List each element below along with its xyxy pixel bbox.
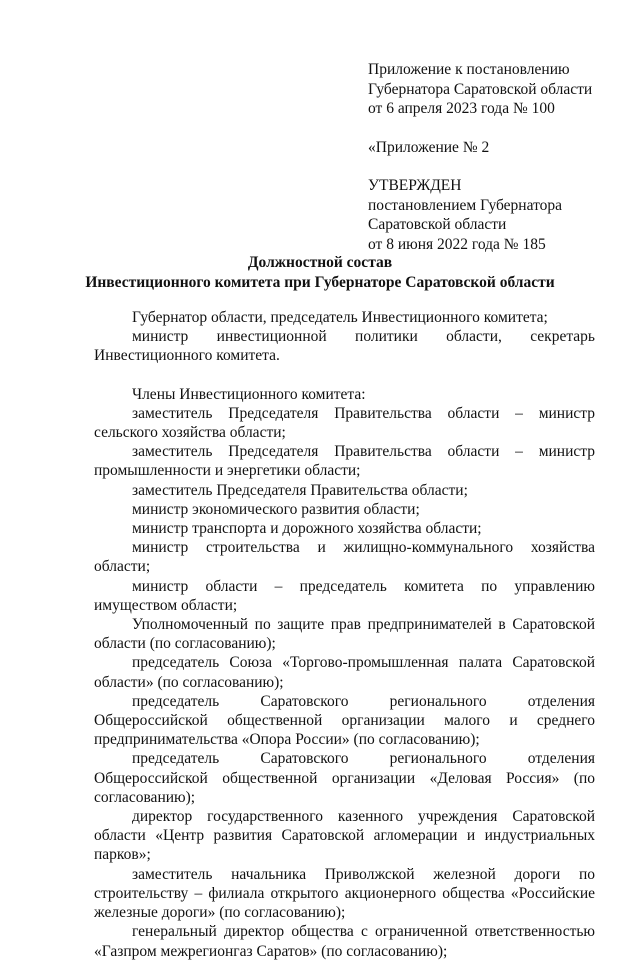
header-block — [368, 60, 592, 254]
member-item: заместитель Председателя Правительства области – министр сельского хозяйства области; — [94, 404, 595, 442]
intro-item: Губернатор области, председатель Инвестиционного комитета; — [132, 309, 548, 326]
approved-label: УТВЕРЖДЕН — [368, 177, 462, 194]
approved-line: Саратовской области — [368, 216, 507, 233]
member-item: председатель Саратовского регионального отделения Общероссийской общественной организации малого и среднего предпринимательства «Опора России» (по согласованию); — [94, 692, 595, 749]
members-list — [94, 404, 595, 961]
member-item: заместитель Председателя Правительства области; — [132, 481, 468, 499]
approved-line: постановлением Губернатора — [368, 196, 563, 214]
approved-line: от 8 июня 2022 года № 185 — [368, 235, 546, 253]
title-line-2: Инвестиционного комитета при Губернаторе Саратовской области — [85, 273, 555, 291]
member-item: министр транспорта и дорожного хозяйства области; — [132, 520, 482, 538]
appendix-line: от 6 апреля 2023 года № 100 — [368, 100, 555, 117]
appendix-line: Приложение к постановлению — [368, 61, 570, 78]
member-item: заместитель начальника Приволжской железной дороги по строительству – филиала открытого акционерного общества «Российские железные дороги» (по согласованию); — [94, 865, 595, 922]
document-body — [94, 308, 595, 961]
member-item: министр экономического развития области; — [132, 500, 420, 518]
appendix-line: Губернатора Саратовской области — [368, 80, 593, 98]
title-line-1: Должностной состав — [247, 254, 393, 271]
member-item: министр строительства и жилищно-коммунального хозяйства области; — [94, 539, 595, 576]
member-item: заместитель Председателя Правительства области – министр промышленности и энергетики области; — [94, 443, 595, 480]
member-item: председатель Саратовского регионального отделения Общероссийской общественной организации «Деловая Россия» (по согласованию); — [94, 750, 595, 806]
appendix-number: «Приложение № 2 — [368, 138, 490, 156]
member-item: министр области – председатель комитета по управлению имуществом области; — [94, 577, 595, 614]
intro-item: министр инвестиционной политики области, секретарь Инвестиционного комитета. — [94, 328, 595, 365]
members-heading: Члены Инвестиционного комитета: — [132, 385, 366, 403]
member-item: Уполномоченный по защите прав предпринимателей в Саратовской области (по согласованию); — [94, 616, 595, 653]
member-item: директор государственного казенного учреждения Саратовской области «Центр развития Саратовской агломерации и индустриальных парков»; — [94, 808, 595, 864]
member-item: генеральный директор общества с ограниченной ответственностью «Газпром межрегионгаз Саратов» (по согласованию); — [94, 923, 595, 960]
member-item: председатель Союза «Торгово-промышленная палата Саратовской области» (по согласованию); — [94, 654, 595, 691]
document-title — [0, 253, 640, 292]
